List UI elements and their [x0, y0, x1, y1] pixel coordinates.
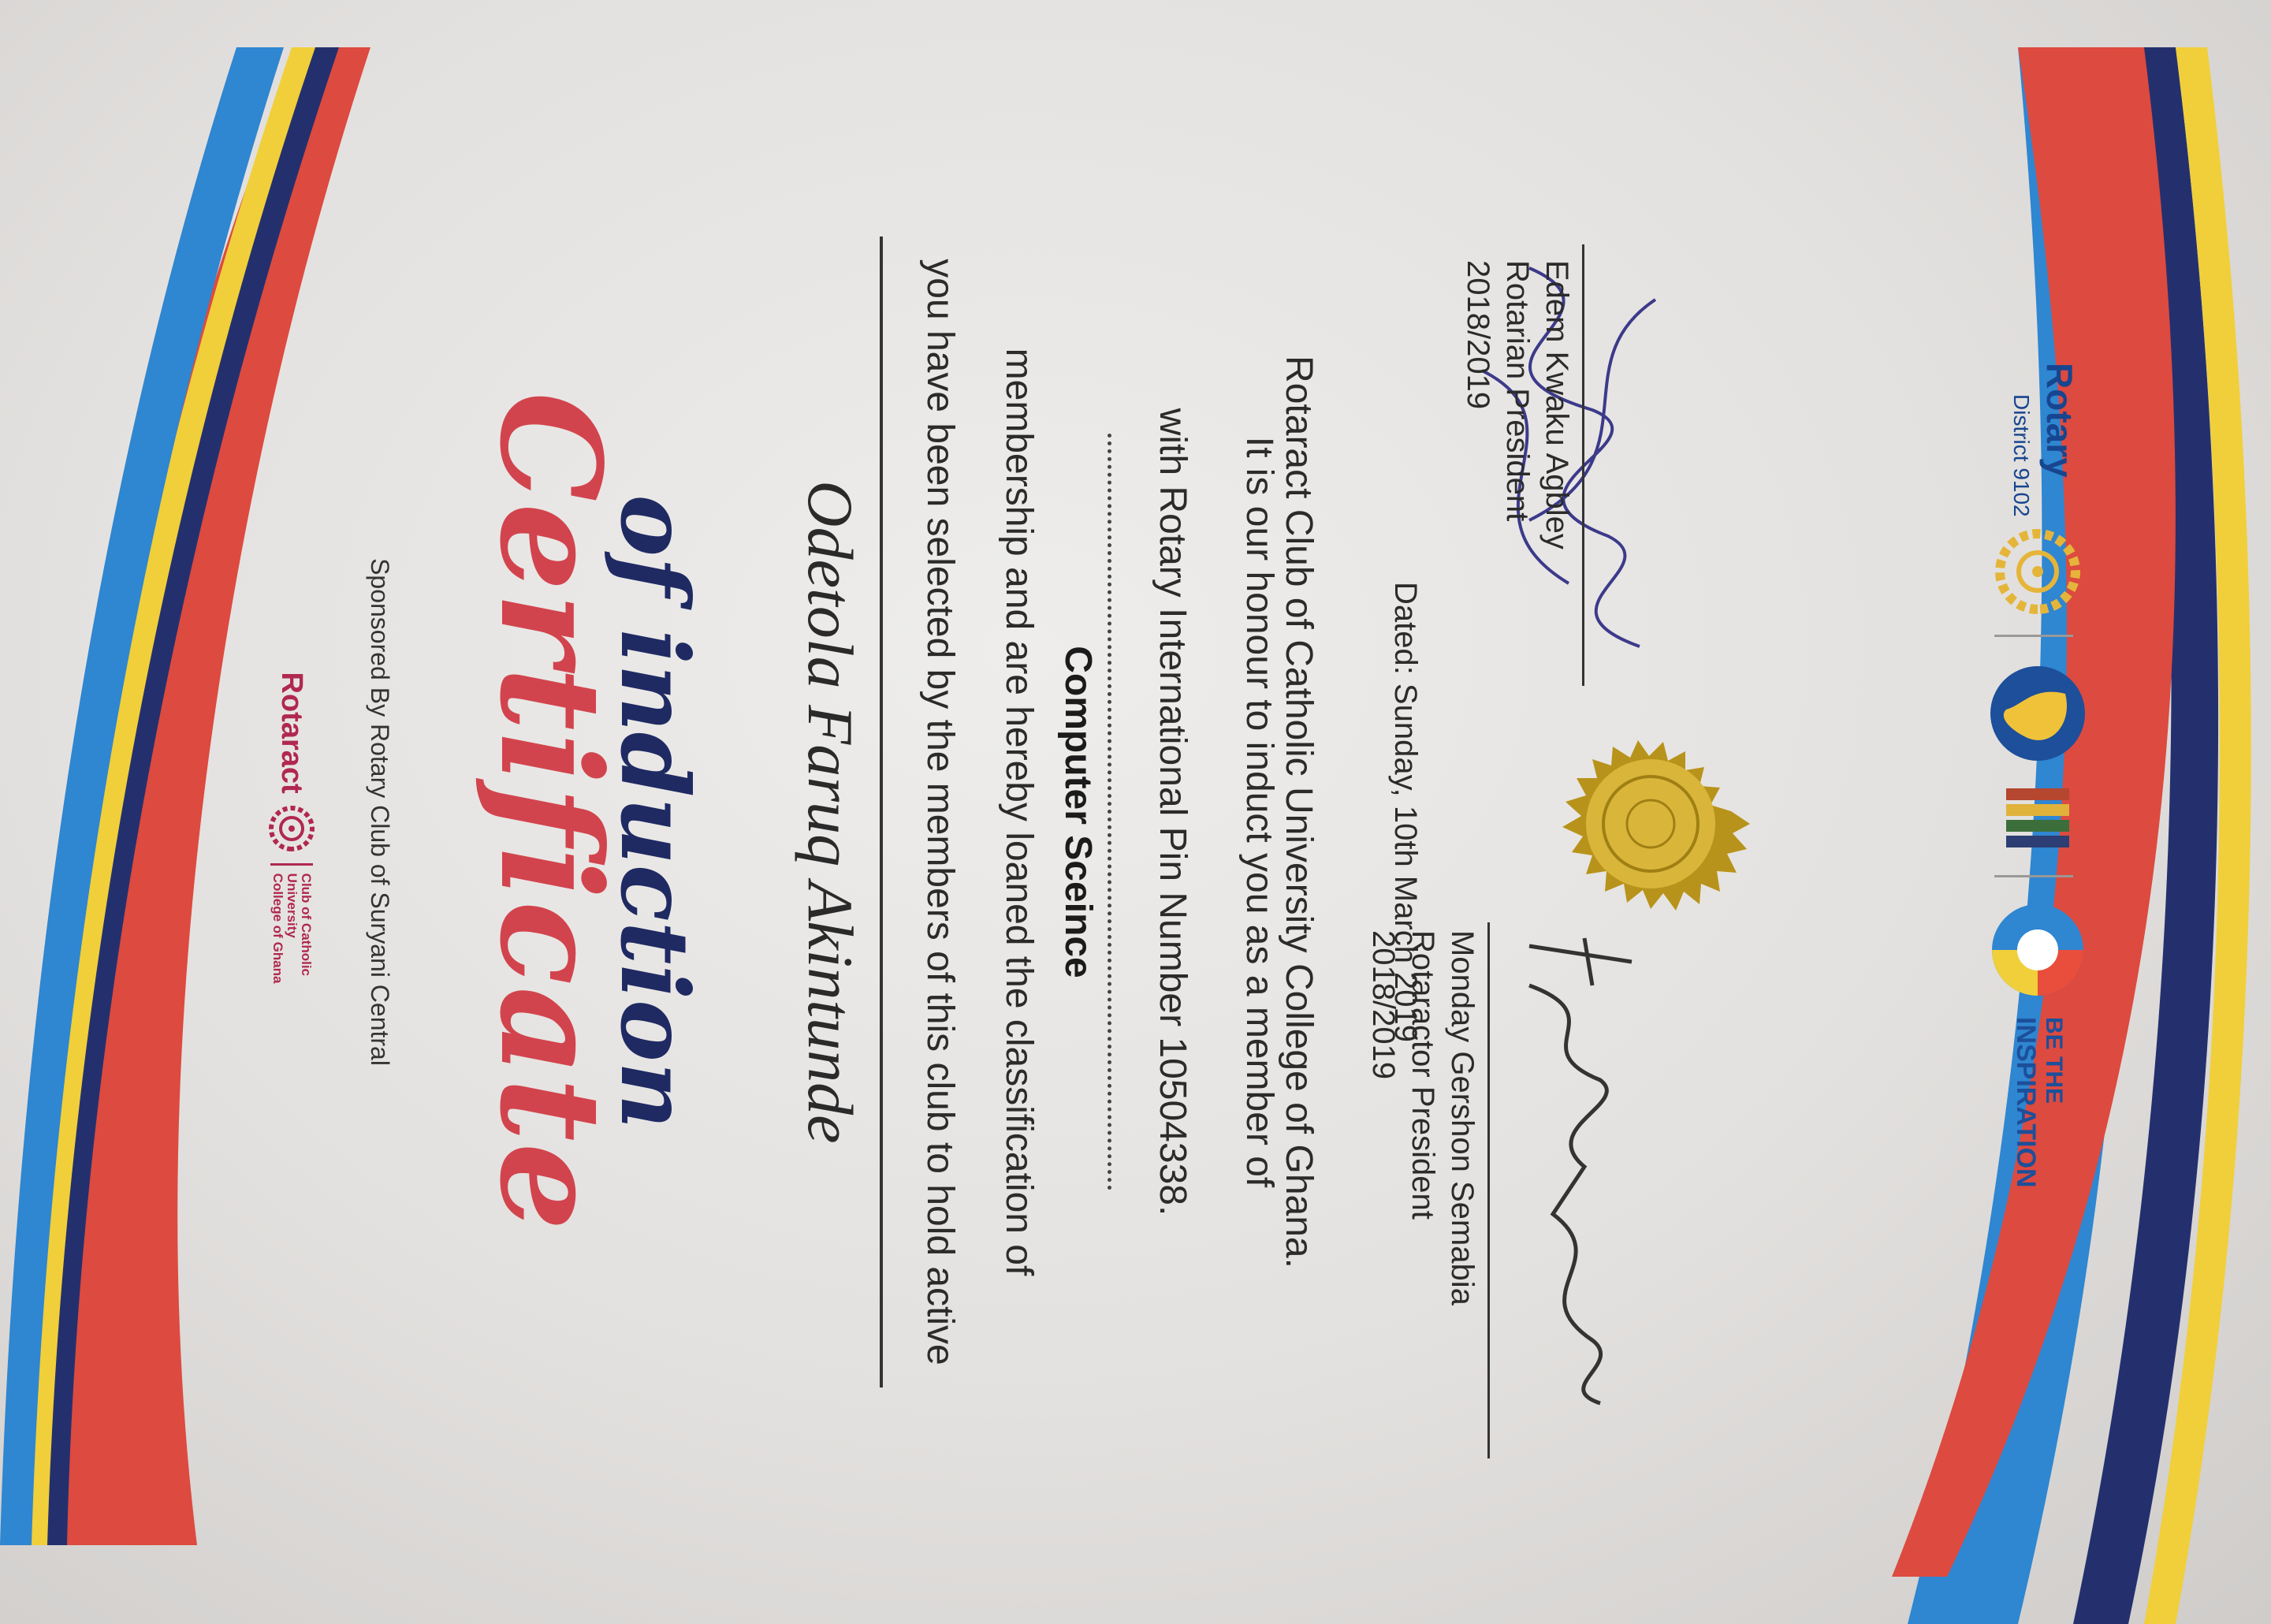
be-the-label: BE THE [2041, 1017, 2067, 1104]
inspiration-label: INSPIRATION [2011, 1017, 2041, 1188]
signatory-right-term: 2018/2019 [1366, 930, 1401, 1080]
signatory-right-name: Monday Gershon Semabia [1445, 930, 1480, 1306]
signature-right [1490, 930, 1647, 1419]
signatory-right-role: Rotaractor President [1405, 930, 1440, 1220]
recipient-name: Odetola Faruq Akintunde [795, 480, 866, 1144]
signature-line-right [1487, 922, 1490, 1458]
body-line-2: membership and are hereby loaned the classification of [998, 348, 1040, 1276]
body-line-3: with Rotary International Pin Number 10504338. [1152, 408, 1193, 1216]
club-line-3: College of Ghana [270, 873, 285, 984]
signatory-left [1458, 260, 1577, 549]
name-underline [880, 237, 883, 1387]
body-line-4: It is our honour to induct you as a member of [1238, 436, 1280, 1188]
be-the-inspiration-icon [1986, 899, 2089, 1001]
footer-logos [1963, 363, 2089, 1269]
footer-divider [1994, 875, 2073, 877]
signature-line-left [1582, 244, 1584, 686]
africa-map-icon [1986, 662, 2089, 765]
rotary-wordmark: Rotary [2039, 363, 2080, 478]
rotaract-logo [236, 591, 347, 1064]
signatory-left-name: Edem Kwaku Agbley [1539, 260, 1574, 549]
signatory-right [1364, 930, 1482, 1306]
sponsored-by: Sponsored By Rotary Club of Suryani Central [366, 558, 394, 1066]
club-name [270, 863, 313, 984]
date-line: Dated: Sunday, 10th March 2019 [1388, 581, 1423, 1043]
rotaract-wordmark: Rotaract [275, 672, 309, 794]
club-line-2: University [285, 873, 300, 938]
rotary-district: District 9102 [2009, 394, 2034, 517]
rotary-wheel-icon [1994, 528, 2081, 615]
classification-dotted-line [1108, 434, 1111, 1190]
body-line-1: you have been selected by the members of this club to hold active [919, 259, 961, 1365]
footer-divider [1994, 635, 2073, 637]
certificate-title: Certificate [469, 391, 631, 1233]
signatory-left-role: Rotarian President [1500, 260, 1535, 522]
club-line-1: Club of Catholic [299, 873, 314, 976]
gold-seal [1529, 713, 1750, 934]
body-line-5: Rotaract Club of Catholic University College of Ghana. [1278, 356, 1320, 1268]
classification: Computer Sceince [1057, 646, 1099, 978]
flag-stripes-icon [2006, 788, 2069, 859]
signatory-left-term: 2018/2019 [1461, 260, 1495, 410]
certificate-subtitle: of induction [600, 494, 709, 1130]
rotary-wheel-icon [268, 805, 315, 852]
